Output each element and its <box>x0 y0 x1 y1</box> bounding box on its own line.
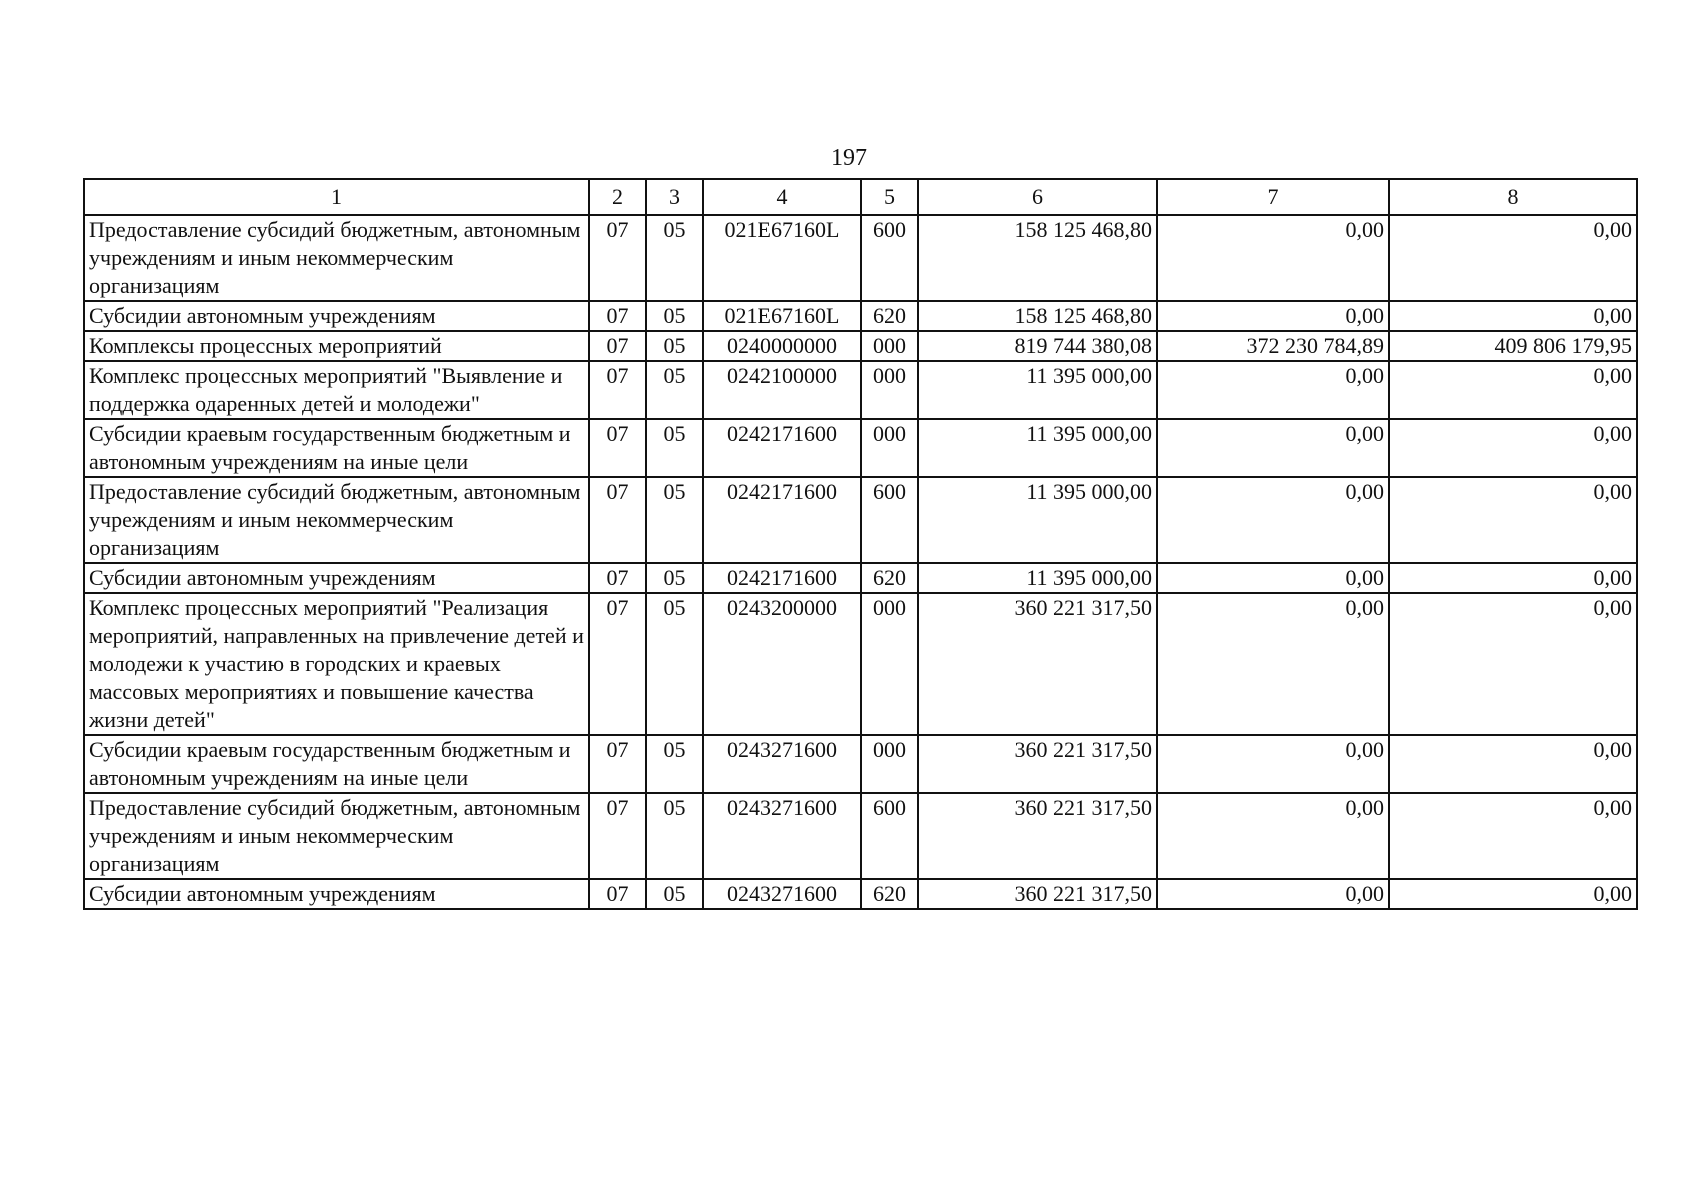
row-section: 07 <box>589 793 646 879</box>
row-name: Предоставление субсидий бюджетным, автономным учреждениям и иным некоммерческим организациям <box>84 477 589 563</box>
row-amount-col8: 0,00 <box>1389 361 1637 419</box>
row-subsection: 05 <box>646 361 703 419</box>
row-amount-col6: 360 221 317,50 <box>918 593 1157 735</box>
row-section: 07 <box>589 361 646 419</box>
table-row <box>84 361 1637 419</box>
row-amount-col6: 11 395 000,00 <box>918 477 1157 563</box>
row-subsection: 05 <box>646 477 703 563</box>
row-amount-col7: 0,00 <box>1157 361 1389 419</box>
row-section: 07 <box>589 215 646 301</box>
row-section: 07 <box>589 879 646 909</box>
row-expense-type: 000 <box>861 593 918 735</box>
row-expense-type: 620 <box>861 879 918 909</box>
row-amount-col8: 0,00 <box>1389 793 1637 879</box>
row-name: Субсидии краевым государственным бюджетным и автономным учреждениям на иные цели <box>84 419 589 477</box>
column-header: 5 <box>861 179 918 215</box>
row-amount-col8: 0,00 <box>1389 593 1637 735</box>
row-name: Комплекс процессных мероприятий "Реализация мероприятий, направленных на привлечение детей и молодежи к участию в городских и краевых массовых мероприятиях и повышение качества жизни детей" <box>84 593 589 735</box>
row-amount-col7: 0,00 <box>1157 215 1389 301</box>
row-amount-col6: 360 221 317,50 <box>918 793 1157 879</box>
row-section: 07 <box>589 301 646 331</box>
row-name: Субсидии автономным учреждениям <box>84 301 589 331</box>
row-subsection: 05 <box>646 879 703 909</box>
row-amount-col7: 0,00 <box>1157 793 1389 879</box>
row-amount-col6: 158 125 468,80 <box>918 215 1157 301</box>
row-subsection: 05 <box>646 563 703 593</box>
column-header: 4 <box>703 179 861 215</box>
row-section: 07 <box>589 419 646 477</box>
row-name: Субсидии автономным учреждениям <box>84 879 589 909</box>
budget-table <box>83 178 1638 910</box>
column-header: 1 <box>84 179 589 215</box>
row-name: Предоставление субсидий бюджетным, автономным учреждениям и иным некоммерческим организациям <box>84 793 589 879</box>
row-expense-type: 600 <box>861 215 918 301</box>
row-target-code: 0242171600 <box>703 563 861 593</box>
row-section: 07 <box>589 735 646 793</box>
table-row <box>84 215 1637 301</box>
table-row <box>84 477 1637 563</box>
row-section: 07 <box>589 563 646 593</box>
row-amount-col6: 360 221 317,50 <box>918 735 1157 793</box>
row-amount-col8: 409 806 179,95 <box>1389 331 1637 361</box>
row-subsection: 05 <box>646 419 703 477</box>
table-row <box>84 735 1637 793</box>
row-name: Комплексы процессных мероприятий <box>84 331 589 361</box>
row-subsection: 05 <box>646 331 703 361</box>
row-name: Комплекс процессных мероприятий "Выявление и поддержка одаренных детей и молодежи" <box>84 361 589 419</box>
row-subsection: 05 <box>646 735 703 793</box>
row-name: Предоставление субсидий бюджетным, автономным учреждениям и иным некоммерческим организациям <box>84 215 589 301</box>
row-amount-col8: 0,00 <box>1389 563 1637 593</box>
row-target-code: 021E67160L <box>703 215 861 301</box>
row-amount-col7: 0,00 <box>1157 477 1389 563</box>
row-target-code: 0242171600 <box>703 419 861 477</box>
row-target-code: 0242171600 <box>703 477 861 563</box>
row-amount-col8: 0,00 <box>1389 419 1637 477</box>
column-header: 6 <box>918 179 1157 215</box>
row-target-code: 0243271600 <box>703 793 861 879</box>
column-header: 8 <box>1389 179 1637 215</box>
row-subsection: 05 <box>646 301 703 331</box>
row-amount-col7: 0,00 <box>1157 735 1389 793</box>
row-amount-col6: 11 395 000,00 <box>918 563 1157 593</box>
row-amount-col7: 0,00 <box>1157 593 1389 735</box>
row-amount-col6: 11 395 000,00 <box>918 361 1157 419</box>
row-amount-col7: 0,00 <box>1157 419 1389 477</box>
page-number: 197 <box>831 145 867 171</box>
row-amount-col7: 0,00 <box>1157 879 1389 909</box>
header-row <box>84 179 1637 215</box>
row-expense-type: 600 <box>861 793 918 879</box>
row-amount-col8: 0,00 <box>1389 477 1637 563</box>
row-subsection: 05 <box>646 793 703 879</box>
row-amount-col6: 360 221 317,50 <box>918 879 1157 909</box>
row-expense-type: 620 <box>861 563 918 593</box>
row-section: 07 <box>589 477 646 563</box>
row-amount-col8: 0,00 <box>1389 215 1637 301</box>
row-expense-type: 620 <box>861 301 918 331</box>
row-name: Субсидии автономным учреждениям <box>84 563 589 593</box>
row-amount-col8: 0,00 <box>1389 735 1637 793</box>
row-name: Субсидии краевым государственным бюджетным и автономным учреждениям на иные цели <box>84 735 589 793</box>
row-target-code: 0243271600 <box>703 879 861 909</box>
column-header: 2 <box>589 179 646 215</box>
row-amount-col7: 0,00 <box>1157 301 1389 331</box>
table-row <box>84 793 1637 879</box>
row-expense-type: 000 <box>861 735 918 793</box>
row-target-code: 021E67160L <box>703 301 861 331</box>
row-expense-type: 000 <box>861 419 918 477</box>
row-subsection: 05 <box>646 215 703 301</box>
row-amount-col7: 0,00 <box>1157 563 1389 593</box>
table-row <box>84 331 1637 361</box>
row-expense-type: 600 <box>861 477 918 563</box>
row-amount-col7: 372 230 784,89 <box>1157 331 1389 361</box>
row-target-code: 0243200000 <box>703 593 861 735</box>
row-amount-col8: 0,00 <box>1389 879 1637 909</box>
row-target-code: 0243271600 <box>703 735 861 793</box>
table-row <box>84 593 1637 735</box>
table-row <box>84 419 1637 477</box>
table-row <box>84 563 1637 593</box>
row-section: 07 <box>589 331 646 361</box>
row-amount-col8: 0,00 <box>1389 301 1637 331</box>
row-amount-col6: 11 395 000,00 <box>918 419 1157 477</box>
row-section: 07 <box>589 593 646 735</box>
row-amount-col6: 819 744 380,08 <box>918 331 1157 361</box>
row-target-code: 0240000000 <box>703 331 861 361</box>
table-row <box>84 301 1637 331</box>
table-row <box>84 879 1637 909</box>
row-expense-type: 000 <box>861 361 918 419</box>
row-target-code: 0242100000 <box>703 361 861 419</box>
row-subsection: 05 <box>646 593 703 735</box>
column-header: 3 <box>646 179 703 215</box>
row-expense-type: 000 <box>861 331 918 361</box>
row-amount-col6: 158 125 468,80 <box>918 301 1157 331</box>
column-header: 7 <box>1157 179 1389 215</box>
